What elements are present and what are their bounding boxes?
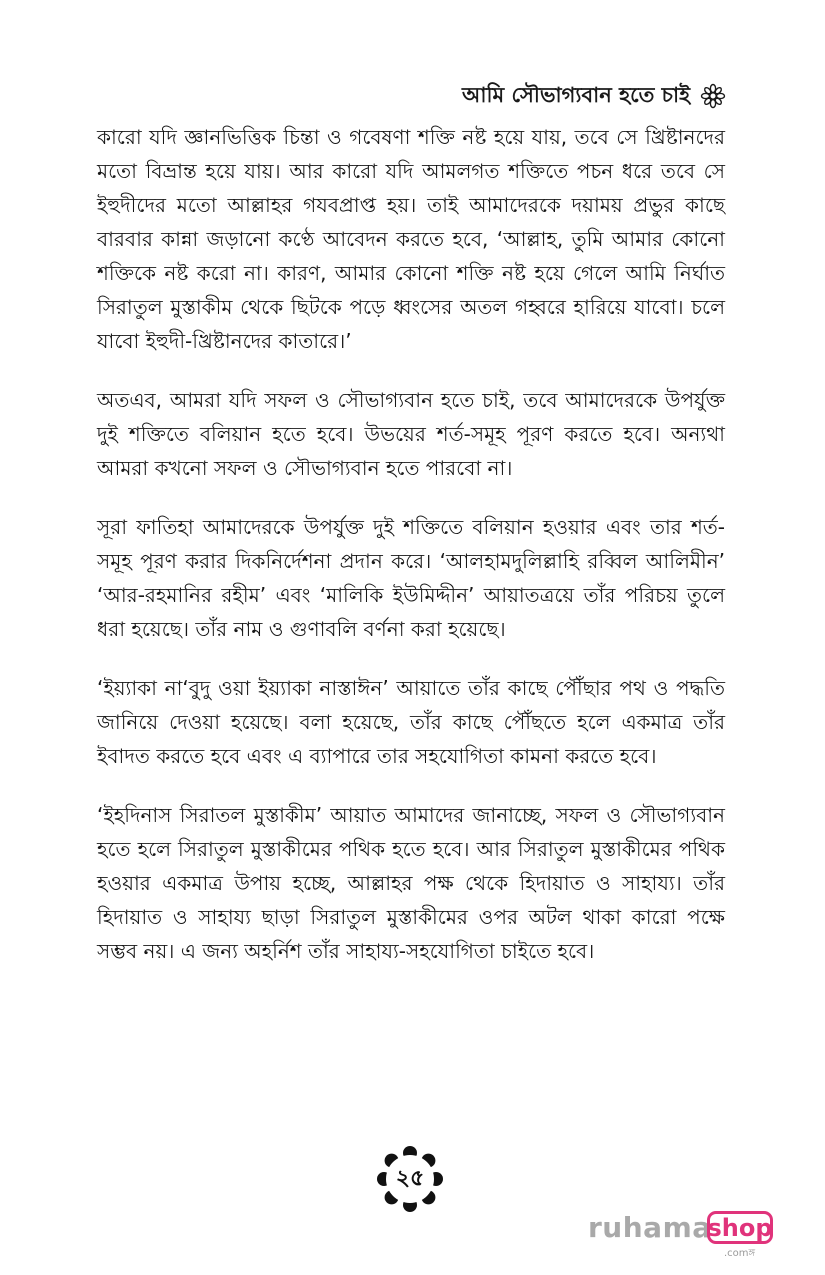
paragraph-1: কারো যদি জ্ঞানভিত্তিক চিন্তা ও গবেষণা শক্তি নষ্ট হয়ে যায়, তবে সে খ্রিষ্টানদের মতো বিভ্রান্ত হয়ে যায়। আর কারো যদি আমলগত শক্তিতে পচন ধরে তবে সে ইহুদীদের মতো আল্লাহর গযবপ্রাপ্ত হয়। তাই আমাদেরকে দয়াময় প্রভুর কাছে বারবার কান্না জড়ানো কণ্ঠে আবেদন করতে হবে, ‘আল্লাহ, তুমি আমার কোনো শক্তিকে নষ্ট করো না। কারণ, আমার কোনো শক্তি নষ্ট হয়ে গেলে আমি নির্ঘাত সিরাতুল মুস্তাকীম থেকে ছিটকে পড়ে ধ্বংসের অতল গহ্বরে হারিয়ে যাবো। চলে যাবো ইহুদী-খ্রিষ্টানদের কাতারে।’ [97, 125, 725, 353]
flower-ornament-icon [700, 83, 726, 109]
running-header [96, 78, 726, 114]
page-number: ২৫ [395, 1165, 425, 1191]
book-title: আমি সৌভাগ্যবান হতে চাই [462, 82, 690, 107]
page-number-badge [377, 1146, 443, 1212]
paragraph-5: ‘ইহদিনাস সিরাতল মুস্তাকীম’ আয়াত আমাদের জানাচ্ছে, সফল ও সৌভাগ্যবান হতে হলে সিরাতুল মুস্তাকীমের পথিক হতে হবে। আর সিরাতুল মুস্তাকীমের পথিক হওয়ার একমাত্র উপায় হচ্ছে, আল্লাহর পক্ষ থেকে হিদায়াত ও সাহায্য। তাঁর হিদায়াত ও সাহায্য ছাড়া সিরাতুল মুস্তাকীমের ওপর অটল থাকা কারো পক্ষে সম্ভব নয়। এ জন্য অহর্নিশ তাঁর সাহায্য-সহযোগিতা চাইতে হবে। [97, 803, 725, 963]
paragraph-2: অতএব, আমরা যদি সফল ও সৌভাগ্যবান হতে চাই, তবে আমাদেরকে উপর্যুক্ত দুই শক্তিতে বলিয়ান হতে হবে। উভয়ের শর্ত-সমূহ পূরণ করতে হবে। অন্যথা আমরা কখনো সফল ও সৌভাগ্যবান হতে পারবো না। [97, 388, 725, 480]
watermark-shop: shop [707, 1213, 773, 1242]
watermark-domain: .comঙ্গ [724, 1248, 756, 1259]
watermark-ruhama: ruhama [588, 1211, 712, 1244]
body-text [97, 120, 725, 993]
ruhamashop-watermark [588, 1205, 778, 1259]
paragraph-4: ‘ইয়্যাকা না‘বুদু ওয়া ইয়্যাকা নাস্তাঈন’ আয়াতে তাঁর কাছে পৌঁছার পথ ও পদ্ধতি জানিয়ে দেওয়া হয়েছে। বলা হয়েছে, তাঁর কাছে পৌঁছতে হলে একমাত্র তাঁর ইবাদত করতে হবে এবং এ ব্যাপারে তার সহযোগিতা কামনা করতে হবে। [97, 676, 725, 768]
watermark-shop-box [707, 1211, 773, 1244]
paragraph-3: সূরা ফাতিহা আমাদেরকে উপর্যুক্ত দুই শক্তিতে বলিয়ান হওয়ার এবং তার শর্ত-সমূহ পূরণ করার দিকনির্দেশনা প্রদান করে। ‘আলহামদুলিল্লাহি রব্বিল আলিমীন’ ‘আর-রহমানির রহীম’ এবং ‘মালিকি ইউমিদ্দীন’ আয়াতত্রয়ে তাঁর পরিচয় তুলে ধরা হয়েছে। তাঁর নাম ও গুণাবলি বর্ণনা করা হয়েছে। [97, 515, 725, 641]
